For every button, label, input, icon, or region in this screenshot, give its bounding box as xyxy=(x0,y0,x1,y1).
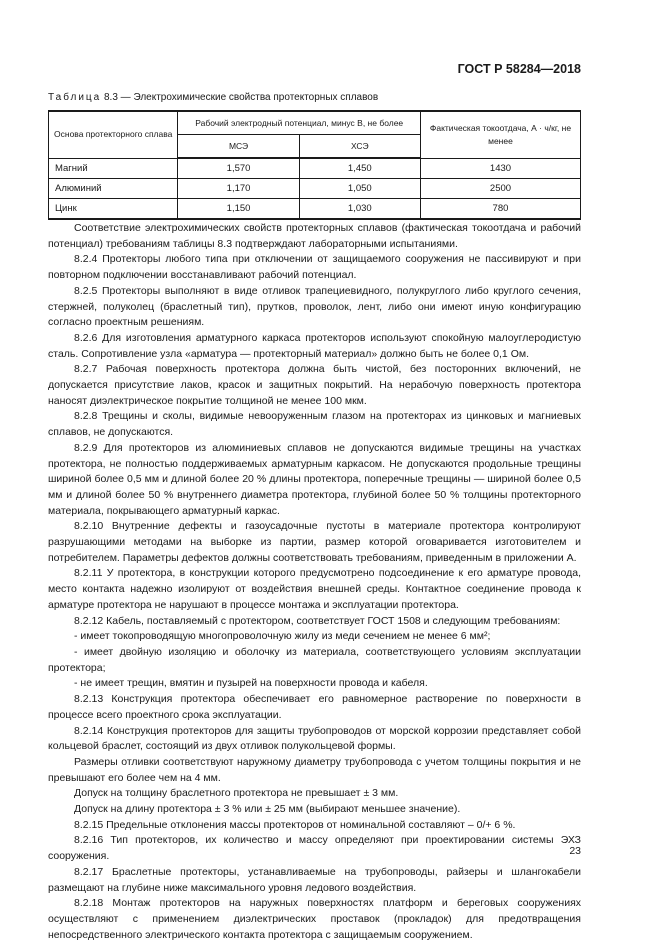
alloy-properties-table xyxy=(48,110,581,220)
mse-value-cell: 1,170 xyxy=(178,179,299,199)
mse-value-cell: 1,150 xyxy=(178,199,299,220)
paragraph: 8.2.15 Предельные отклонения массы протекторов от номинальной составляют – 0/+ 6 %. xyxy=(74,818,516,831)
actual-output-cell: 2500 xyxy=(420,179,580,199)
paragraph: 8.2.17 Браслетные протекторы, устанавливаемые на трубопроводы, райзеры и шлангокабели размещают на глубине ниже максимального уровня ледового воздействия. xyxy=(48,865,581,894)
table-caption-title: 8.3 — Электрохимические свойства протекторных сплавов xyxy=(104,92,379,103)
paragraph: 8.2.8 Трещины и сколы, видимые невооруженным глазом на протекторах из цинковых и магниевых сплавов, не допускаются. xyxy=(48,410,581,439)
paragraph: 8.2.14 Конструкция протекторов для защиты трубопроводов от морской коррозии представляет собой кольцевой браслет, состоящий из двух отливок полукольцевой формы. xyxy=(48,724,581,753)
paragraph: 8.2.18 Монтаж протекторов на наружных поверхностях платформ и береговых сооружениях осуществляют с применением диэлектрических проставок (прокладок) для предотвращения непосредственного электрического контакта протектора с защищаемым сооружением. xyxy=(48,897,581,941)
paragraph: Допуск на толщину браслетного протектора не превышает ± 3 мм. xyxy=(74,787,399,800)
paragraph: 8.2.10 Внутренние дефекты и газоусадочные пустоты в материале протектора контролируют разрушающими методами на выборке из партии, размер которой оговаривается изготовителем и потребителем. Параметры дефектов должны соответствовать требованиям, приведенным в приложении А. xyxy=(48,520,581,564)
hse-value-cell: 1,050 xyxy=(299,179,420,199)
table-row xyxy=(49,179,581,199)
body-text xyxy=(48,221,581,943)
paragraph: 8.2.4 Протекторы любого типа при отключении от защищаемого сооружения не пассивируют и при повторном подключении восстанавливают рабочий потенциал. xyxy=(48,253,581,282)
alloy-name-cell: Цинк xyxy=(49,199,178,220)
document-designation: ГОСТ Р 58284—2018 xyxy=(457,62,581,76)
paragraph: 8.2.6 Для изготовления арматурного каркаса протекторов используют спокойную малоуглеродистую сталь. Сопротивление узла «арматура — протекторный материал» должно быть не более 0,1 Ом. xyxy=(48,331,581,360)
list-item: - не имеет трещин, вмятин и пузырей на поверхности провода и кабеля. xyxy=(74,677,428,690)
table-caption-word: Таблица xyxy=(48,92,102,103)
paragraph: 8.2.12 Кабель, поставляемый с протектором, соответствует ГОСТ 1508 и следующим требованиям: xyxy=(74,614,561,627)
paragraph: 8.2.5 Протекторы выполняют в виде отливок трапециевидного, полукруглого либо круглого сечения, стержней, полуколец (браслетный тип), прутков, проволок, лент, либо они имеют иную конфигурацию согласно проектным решениям. xyxy=(48,284,581,329)
page-number: 23 xyxy=(569,845,581,857)
mse-value-cell: 1,570 xyxy=(178,158,299,179)
paragraph: Соответствие электрохимических свойств протекторных сплавов (фактическая токоотдача и рабочий потенциал) требованиям таблицы 8.3 подтверждают лабораторными испытаниями. xyxy=(48,222,581,250)
hse-value-cell: 1,030 xyxy=(299,199,420,220)
paragraph: 8.2.13 Конструкция протектора обеспечивает его равномерное растворение по поверхности в процессе всего проектного срока эксплуатации. xyxy=(48,693,581,721)
paragraph: 8.2.7 Рабочая поверхность протектора должна быть чистой, без посторонних включений, не допускается присутствие лаков, красок и защитных покрытий. На нерабочую поверхность протектора наносят диэлектрическое покрытие толщиной не менее 100 мкм. xyxy=(48,363,581,407)
table-row xyxy=(49,158,581,179)
paragraph: 8.2.9 Для протекторов из алюминиевых сплавов не допускаются видимые трещины на участках протектора, не полностью поддерживаемых арматурным каркасом. Не допускаются продольные трещины шириной более 0,5 мм и длиной более 20 % длины протектора, поперечные трещины — шириной более 0,5 мм и длиной более 50 % внутреннего диаметра протектора, глубиной более 50 % толщины протекторного материала, покрывающего арматурный каркас. xyxy=(48,441,581,517)
paragraph: Допуск на длину протектора ± 3 % или ± 25 мм (выбирают меньшее значение). xyxy=(74,803,461,816)
column-header-alloy-base: Основа протекторного сплава xyxy=(49,111,178,158)
actual-output-cell: 1430 xyxy=(420,158,580,179)
list-item: - имеет двойную изоляцию и оболочку из материала, соответствующего условиям эксплуатации протектора; xyxy=(48,645,581,674)
paragraph: Размеры отливки соответствуют наружному диаметру трубопровода с учетом толщины покрытия и не превышают его более чем на 4 мм. xyxy=(48,755,581,784)
paragraph: 8.2.16 Тип протекторов, их количество и массу определяют при проектировании системы ЭХЗ сооружения. xyxy=(48,834,581,863)
table-row xyxy=(49,199,581,220)
column-header-actual-current-output: Фактическая токоотдача, А · ч/кг, не менее xyxy=(420,111,580,158)
table-caption xyxy=(48,92,378,103)
hse-value-cell: 1,450 xyxy=(299,158,420,179)
column-header-mse: МСЭ xyxy=(178,135,299,159)
column-header-working-potential: Рабочий электродный потенциал, минус В, не более xyxy=(178,111,421,135)
alloy-name-cell: Магний xyxy=(49,158,178,179)
paragraph: 8.2.11 У протектора, в конструкции которого предусмотрено подсоединение к его арматуре провода, место контакта надежно изолируют от воздействия внешней среды. Контактное соединение провода к арматуре протектора не нарушают в процессе монтажа и эксплуатации протектора. xyxy=(48,567,581,611)
column-header-hse: ХСЭ xyxy=(299,135,420,159)
alloy-name-cell: Алюминий xyxy=(49,179,178,199)
actual-output-cell: 780 xyxy=(420,199,580,220)
list-item: - имеет токопроводящую многопроволочную жилу из меди сечением не менее 6 мм²; xyxy=(74,630,491,643)
